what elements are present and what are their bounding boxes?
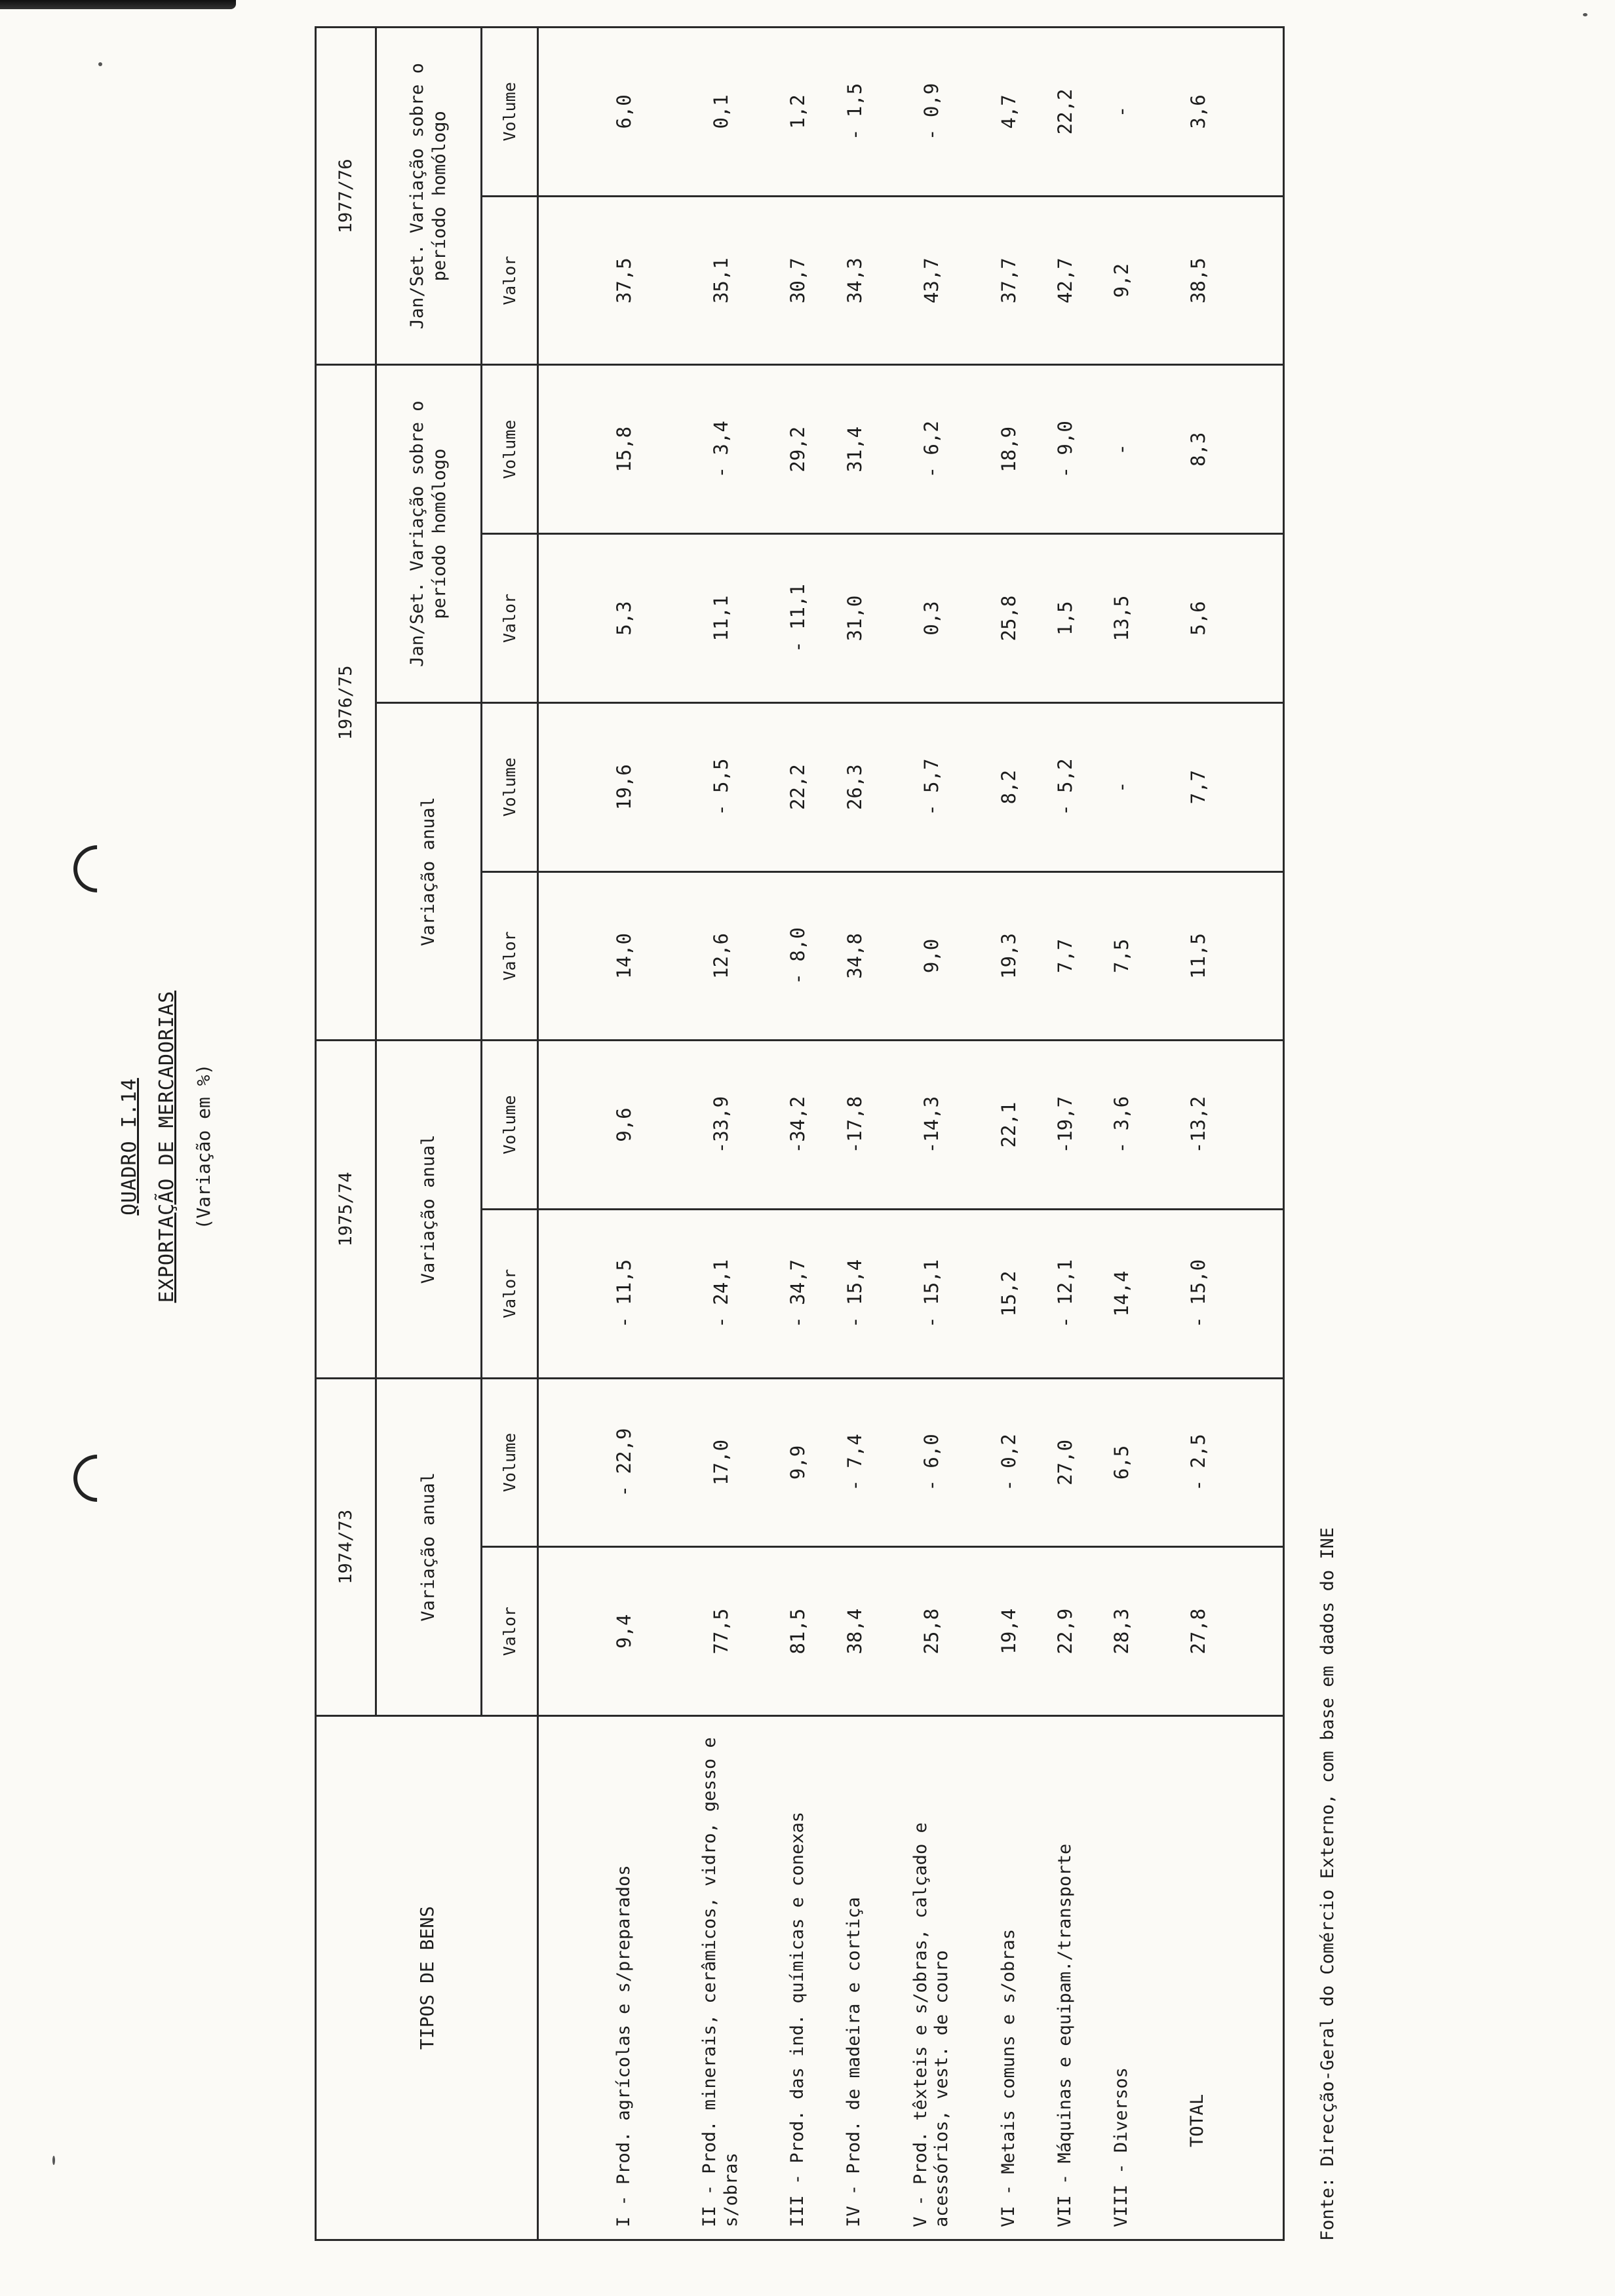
period-header: 1975/74 <box>316 1041 376 1378</box>
total-cell: 27,8 <box>1150 1547 1283 1716</box>
table-cell: 22,2 <box>1037 28 1093 197</box>
corner-label: TIPOS DE BENS <box>316 1716 538 2240</box>
table-cell: 28,3 <box>1093 1547 1150 1716</box>
row-label: IV - Prod. de madeira e cortiça <box>826 1716 882 2240</box>
table-cell: 1,5 <box>1037 534 1093 703</box>
table-cell: 30,7 <box>769 196 826 365</box>
table-cell: - 24,1 <box>672 1209 769 1378</box>
table-row <box>769 28 826 2240</box>
subheader-volume: Volume <box>481 365 538 534</box>
table-cell: - 11,1 <box>769 534 826 703</box>
row-label: I - Prod. agrícolas e s/preparados <box>538 1716 672 2240</box>
table-cell: - 5,2 <box>1037 702 1093 871</box>
table-cell: 26,3 <box>826 702 882 871</box>
table-cell: - 3,4 <box>672 365 769 534</box>
table-cell: 0,1 <box>672 28 769 197</box>
row-label: VIII - Diversos <box>1093 1716 1150 2240</box>
table-row <box>826 28 882 2240</box>
table-cell: 8,2 <box>981 702 1037 871</box>
row-label: III - Prod. das ind. químicas e conexas <box>769 1716 826 2240</box>
table-cell: 9,6 <box>538 1041 672 1210</box>
header-row-periods <box>316 28 376 2240</box>
table-cell: - 0,9 <box>883 28 981 197</box>
group-header: Jan/Set. Variação sobre o período homólogo <box>376 365 481 702</box>
group-header: Jan/Set. Variação sobre o período homólogo <box>376 28 481 366</box>
row-label: VII - Máquinas e equipam./transporte <box>1037 1716 1093 2240</box>
table-cell: 37,7 <box>981 196 1037 365</box>
total-cell: - 15,0 <box>1150 1209 1283 1378</box>
subheader-valor: Valor <box>481 871 538 1041</box>
table-cell: 5,3 <box>538 534 672 703</box>
table-cell: - 22,9 <box>538 1378 672 1547</box>
table-cell: 38,4 <box>826 1547 882 1716</box>
document-header <box>118 20 243 2274</box>
table-cell: 35,1 <box>672 196 769 365</box>
table-cell: 13,5 <box>1093 534 1150 703</box>
subheader-valor: Valor <box>481 534 538 703</box>
table-cell: - 5,7 <box>883 702 981 871</box>
table-cell: - 9,0 <box>1037 365 1093 534</box>
export-variation-table <box>315 26 1285 2241</box>
table-cell: - 6,0 <box>883 1378 981 1547</box>
table-cell: 7,7 <box>1037 871 1093 1041</box>
subheader-valor: Valor <box>481 1209 538 1378</box>
table-cell: 43,7 <box>883 196 981 365</box>
table-cell: - 15,1 <box>883 1209 981 1378</box>
subheader-volume: Volume <box>481 1378 538 1547</box>
document-title: EXPORTAÇÃO DE MERCADORIAS <box>155 990 178 1303</box>
table-cell: 12,6 <box>672 871 769 1041</box>
rotated-document-page <box>118 20 1416 2274</box>
total-cell: -13,2 <box>1150 1041 1283 1210</box>
table-cell: 25,8 <box>981 534 1037 703</box>
total-label: TOTAL <box>1150 1716 1283 2240</box>
scan-edge <box>0 0 236 9</box>
table-cell: -19,7 <box>1037 1041 1093 1210</box>
row-label: II - Prod. minerais, cerâmicos, vidro, gesso e s/obras <box>672 1716 769 2240</box>
subheader-volume: Volume <box>481 28 538 197</box>
table-cell: - <box>1093 28 1150 197</box>
table-cell: 19,4 <box>981 1547 1037 1716</box>
row-label: VI - Metais comuns e s/obras <box>981 1716 1037 2240</box>
table-cell: 19,6 <box>538 702 672 871</box>
row-label: V - Prod. têxteis e s/obras, calçado e acessórios, vest. de couro <box>883 1716 981 2240</box>
table-cell: - 6,2 <box>883 365 981 534</box>
total-cell: 7,7 <box>1150 702 1283 871</box>
table-cell: - 11,5 <box>538 1209 672 1378</box>
table-cell: - 0,2 <box>981 1378 1037 1547</box>
table-cell: - 15,4 <box>826 1209 882 1378</box>
table-cell: - <box>1093 702 1150 871</box>
table-cell: 17,0 <box>672 1378 769 1547</box>
total-cell: - 2,5 <box>1150 1378 1283 1547</box>
group-header: Variação anual <box>376 1378 481 1715</box>
table-cell: 15,8 <box>538 365 672 534</box>
table-cell: 77,5 <box>672 1547 769 1716</box>
table-cell: - 3,6 <box>1093 1041 1150 1210</box>
scan-speck <box>52 2156 55 2165</box>
table-row <box>883 28 981 2240</box>
table-cell: 14,4 <box>1093 1209 1150 1378</box>
table-cell: 15,2 <box>981 1209 1037 1378</box>
table-cell: - 12,1 <box>1037 1209 1093 1378</box>
table-cell: 31,0 <box>826 534 882 703</box>
table-cell: 34,8 <box>826 871 882 1041</box>
total-cell: 3,6 <box>1150 28 1283 197</box>
total-cell: 11,5 <box>1150 871 1283 1041</box>
table-cell: 22,9 <box>1037 1547 1093 1716</box>
table-cell: 1,2 <box>769 28 826 197</box>
table-cell: -17,8 <box>826 1041 882 1210</box>
table-cell: 9,4 <box>538 1547 672 1716</box>
group-header: Variação anual <box>376 1041 481 1378</box>
table-cell: 25,8 <box>883 1547 981 1716</box>
table-cell: 31,4 <box>826 365 882 534</box>
subheader-valor: Valor <box>481 196 538 365</box>
table-cell: 81,5 <box>769 1547 826 1716</box>
table-cell: 14,0 <box>538 871 672 1041</box>
table-cell: 6,0 <box>538 28 672 197</box>
table-cell: 19,3 <box>981 871 1037 1041</box>
table-cell: - <box>1093 365 1150 534</box>
period-header: 1977/76 <box>316 28 376 366</box>
scan-speck <box>1583 13 1587 16</box>
period-header: 1976/75 <box>316 365 376 1041</box>
table-cell: - 8,0 <box>769 871 826 1041</box>
table-cell: 6,5 <box>1093 1378 1150 1547</box>
total-cell: 38,5 <box>1150 196 1283 365</box>
table-row <box>538 28 672 2240</box>
table-cell: 27,0 <box>1037 1378 1093 1547</box>
table-cell: 18,9 <box>981 365 1037 534</box>
table-cell: - 34,7 <box>769 1209 826 1378</box>
table-cell: 7,5 <box>1093 871 1150 1041</box>
table-cell: 34,3 <box>826 196 882 365</box>
total-cell: 8,3 <box>1150 365 1283 534</box>
period-header: 1974/73 <box>316 1378 376 1715</box>
table-cell: 9,0 <box>883 871 981 1041</box>
document-subtitle: (Variação em %) <box>193 1063 214 1230</box>
table-cell: 4,7 <box>981 28 1037 197</box>
group-header: Variação anual <box>376 702 481 1040</box>
subheader-volume: Volume <box>481 1041 538 1210</box>
table-cell: 22,1 <box>981 1041 1037 1210</box>
table-cell: 9,2 <box>1093 196 1150 365</box>
scan-speck <box>98 62 102 66</box>
table-cell: -14,3 <box>883 1041 981 1210</box>
table-cell: -34,2 <box>769 1041 826 1210</box>
table-row <box>1093 28 1150 2240</box>
table-row <box>1037 28 1093 2240</box>
subheader-volume: Volume <box>481 702 538 871</box>
table-cell: 22,2 <box>769 702 826 871</box>
table-cell: - 7,4 <box>826 1378 882 1547</box>
table-row <box>672 28 769 2240</box>
document-number: QUADRO I.14 <box>118 1078 141 1215</box>
total-cell: 5,6 <box>1150 534 1283 703</box>
table-cell: 42,7 <box>1037 196 1093 365</box>
source-note: Fonte: Direcção-Geral do Comércio Externo, com base em dados do INE <box>1317 1527 1338 2241</box>
table-cell: 0,3 <box>883 534 981 703</box>
table-cell: 11,1 <box>672 534 769 703</box>
table-cell: 9,9 <box>769 1378 826 1547</box>
table-cell: - 1,5 <box>826 28 882 197</box>
table-cell: 29,2 <box>769 365 826 534</box>
table-row <box>981 28 1037 2240</box>
table-cell: - 5,5 <box>672 702 769 871</box>
table-row-total <box>1150 28 1283 2240</box>
table-cell: -33,9 <box>672 1041 769 1210</box>
table-cell: 37,5 <box>538 196 672 365</box>
subheader-valor: Valor <box>481 1547 538 1716</box>
